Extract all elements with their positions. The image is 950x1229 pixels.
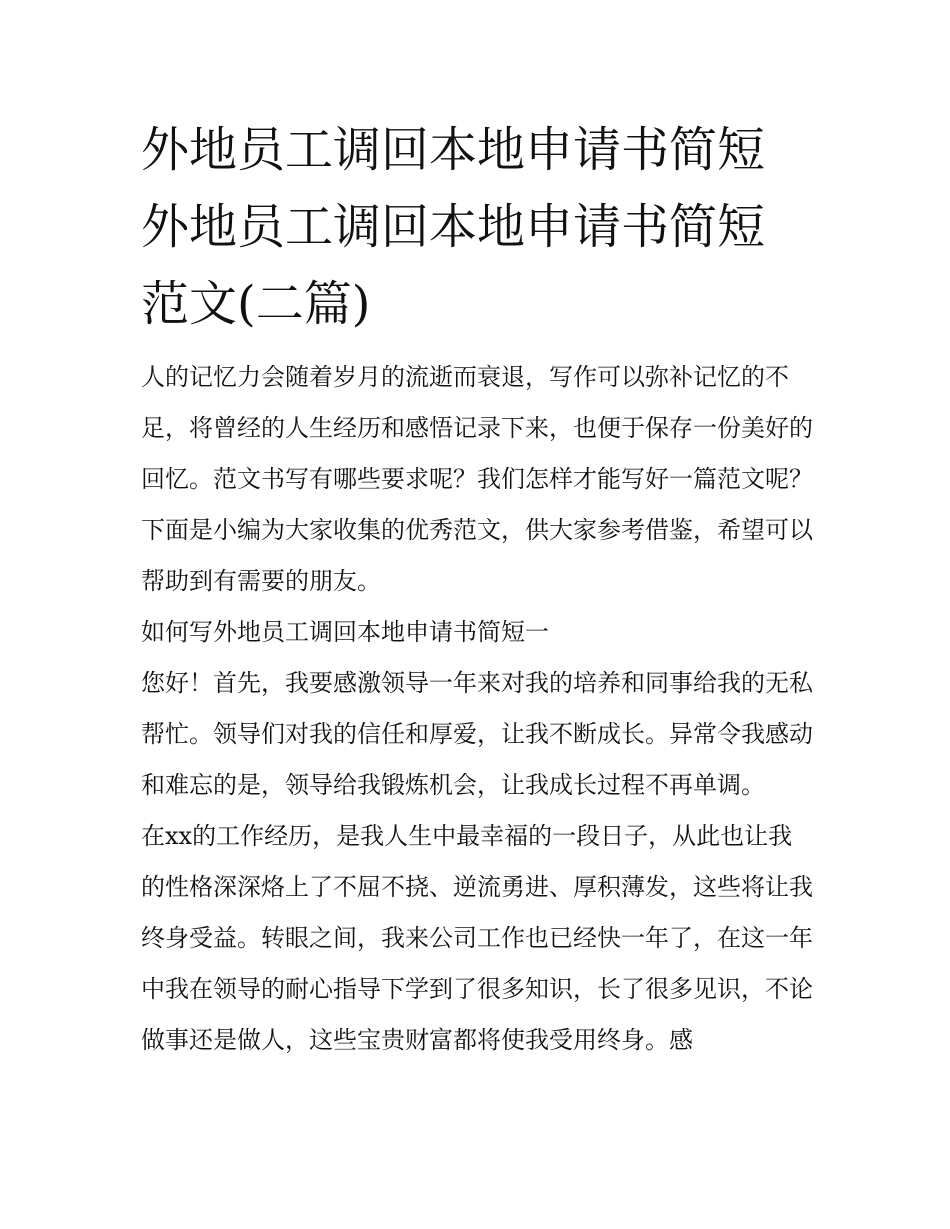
title-line-1: 外地员工调回本地申请书简短 (141, 122, 766, 178)
letter-paragraph-2: 在xx的工作经历，是我人生中最幸福的一段日子，从此也让我的性格深深烙上了不屈不挠、逆流勇进、厚积薄发，这些将让我终身受益。转眼之间，我来公司工作也已经快一年了，在这一年中我在领导的耐心指导下学到了很多知识，长了很多见识，不论做事还是做人，这些宝贵财富都将使我受用终身。感 (141, 822, 813, 1054)
document-page (141, 112, 813, 1066)
document-title (141, 112, 813, 343)
intro-paragraph: 人的记忆力会随着岁月的流逝而衰退，写作可以弥补记忆的不足，将曾经的人生经历和感悟记录下来，也便于保存一份美好的回忆。范文书写有哪些要求呢？我们怎样才能写好一篇范文呢？下面是小编为大家收集的优秀范文，供大家参考借鉴，希望可以帮助到有需要的朋友。 (141, 363, 813, 595)
document-body (141, 352, 813, 1066)
title-line-3: 范文(二篇) (141, 276, 371, 332)
title-line-2: 外地员工调回本地申请书简短 (141, 199, 766, 255)
section-heading: 如何写外地员工调回本地申请书简短一 (141, 618, 549, 646)
letter-paragraph-1: 您好！首先，我要感激领导一年来对我的培养和同事给我的无私帮忙。领导们对我的信任和厚爱，让我不断成长。异常令我感动和难忘的是，领导给我锻炼机会，让我成长过程不再单调。 (141, 669, 813, 799)
